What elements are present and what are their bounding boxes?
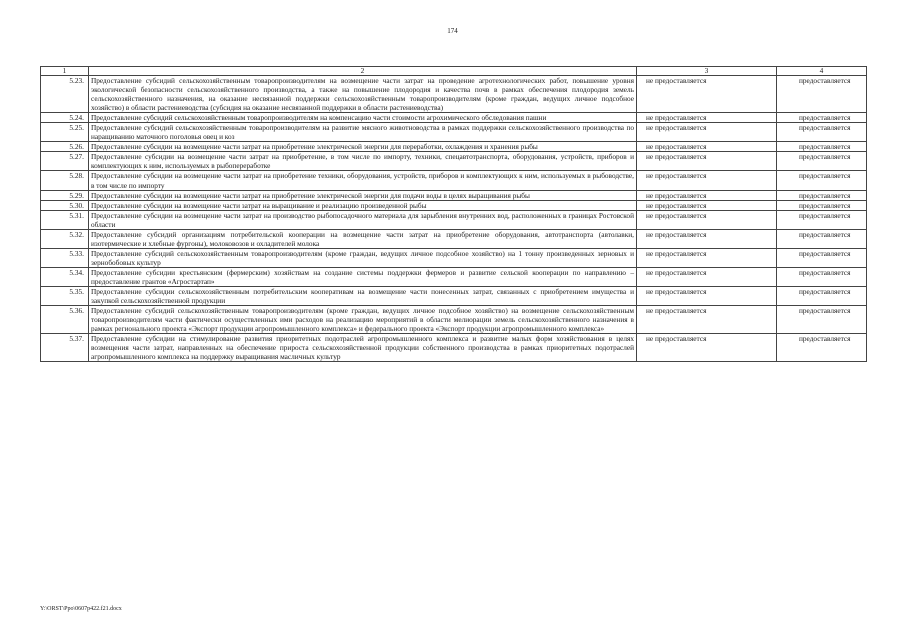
column-header: 3 [637, 67, 777, 76]
column-4-value: предоставляется [777, 190, 867, 200]
table-row [41, 267, 867, 286]
column-4-value: предоставляется [777, 334, 867, 362]
page-number: 174 [447, 27, 458, 35]
column-header: 4 [777, 67, 867, 76]
row-description: Предоставление субсидий сельскохозяйственным товаропроизводителям (кроме граждан, ведущих личное подсобное хозяйство) на 1 тонну произведенных зерновых и зернобобовых культур [89, 248, 637, 267]
column-3-value: не предоставляется [637, 267, 777, 286]
column-3-value: не предоставляется [637, 229, 777, 248]
column-3-value: не предоставляется [637, 210, 777, 229]
row-description: Предоставление субсидии на возмещение части затрат на производство рыбопосадочного материала для зарыбления внутренних вод, расположенных в границах Ростовской области [89, 210, 637, 229]
row-number: 5.35. [41, 287, 89, 306]
column-3-value: не предоставляется [637, 200, 777, 210]
row-description: Предоставление субсидий сельскохозяйственным товаропроизводителям на возмещение части затрат на проведение агротехнологических работ, повышение уровня экологической безопасности сельскохозяйственного производства, а также на повышение плодородия и качества почв в рамках обеспечения плодородия земель сельскохозяйственного назначения, на оказание несвязанной поддержки сельскохозяйственным товаропроизводителям (кроме граждан, ведущих личное подсобное хозяйство) в области растениеводства (субсидия на оказание несвязанной поддержки в области растениеводства) [89, 76, 637, 113]
column-3-value: не предоставляется [637, 152, 777, 171]
column-4-value: предоставляется [777, 142, 867, 152]
column-4-value: предоставляется [777, 229, 867, 248]
column-4-value: предоставляется [777, 210, 867, 229]
table-row [41, 190, 867, 200]
table-row [41, 76, 867, 113]
column-4-value: предоставляется [777, 76, 867, 113]
column-4-value: предоставляется [777, 306, 867, 334]
column-header: 2 [89, 67, 637, 76]
row-number: 5.31. [41, 210, 89, 229]
column-3-value: не предоставляется [637, 113, 777, 123]
row-description: Предоставление субсидий организациям потребительской кооперации на возмещение части затрат на приобретение оборудования, автотранспорта (автолавки, изотермические и хлебные фургоны), молоковозов и охладителей молока [89, 229, 637, 248]
table-row [41, 229, 867, 248]
row-number: 5.25. [41, 123, 89, 142]
table-row [41, 171, 867, 190]
row-number: 5.30. [41, 200, 89, 210]
row-number: 5.24. [41, 113, 89, 123]
column-4-value: предоставляется [777, 248, 867, 267]
file-path-footer: Y:\ORST\Ppo\0607p422.f21.docx [40, 606, 122, 612]
column-3-value: не предоставляется [637, 287, 777, 306]
table-row [41, 123, 867, 142]
row-description: Предоставление субсидии на возмещение части затрат на приобретение электрической энергии для переработки, охлаждения и хранения рыбы [89, 142, 637, 152]
column-4-value: предоставляется [777, 123, 867, 142]
column-3-value: не предоставляется [637, 171, 777, 190]
table-row [41, 306, 867, 334]
row-number: 5.26. [41, 142, 89, 152]
column-4-value: предоставляется [777, 171, 867, 190]
row-description: Предоставление субсидии на возмещение части затрат на выращивание и реализацию произведенной рыбы [89, 200, 637, 210]
row-description: Предоставление субсидии на возмещение части затрат на приобретение, в том числе по импорту, техники, спецавтотранспорта, оборудования, устройств, приборов и комплектующих к ним, используемых в рыбопереработке [89, 152, 637, 171]
row-number: 5.27. [41, 152, 89, 171]
column-3-value: не предоставляется [637, 76, 777, 113]
table-row [41, 210, 867, 229]
column-3-value: не предоставляется [637, 334, 777, 362]
table-row [41, 287, 867, 306]
column-4-value: предоставляется [777, 267, 867, 286]
column-3-value: не предоставляется [637, 306, 777, 334]
table-row [41, 142, 867, 152]
table-row [41, 334, 867, 362]
column-4-value: предоставляется [777, 287, 867, 306]
row-description: Предоставление субсидий сельскохозяйственным товаропроизводителям (кроме граждан, ведущих личное подсобное хозяйство) на возмещение сельскохозяйственным товаропроизводителям части фактически осуществленных ими расходов на реализацию мероприятий в области мелиорации земель сельскохозяйственного назначения в рамках регионального проекта «Экспорт продукции агропромышленного комплекса» и федерального проекта «Экспорт продукции агропромышленного комплекса» [89, 306, 637, 334]
table-row [41, 152, 867, 171]
column-header: 1 [41, 67, 89, 76]
row-description: Предоставление субсидии на стимулирование развития приоритетных подотраслей агропромышленного комплекса и развитие малых форм хозяйствования в целях возмещения части затрат, направленных на обеспечение прироста сельскохозяйственной продукции собственного производства в рамках приоритетных подотраслей агропромышленного комплекса на поддержку выращивания масличных культур [89, 334, 637, 362]
column-4-value: предоставляется [777, 113, 867, 123]
row-number: 5.34. [41, 267, 89, 286]
row-number: 5.28. [41, 171, 89, 190]
column-3-value: не предоставляется [637, 248, 777, 267]
column-4-value: предоставляется [777, 200, 867, 210]
column-4-value: предоставляется [777, 152, 867, 171]
column-3-value: не предоставляется [637, 123, 777, 142]
table-row [41, 248, 867, 267]
column-3-value: не предоставляется [637, 190, 777, 200]
row-number: 5.29. [41, 190, 89, 200]
row-description: Предоставление субсидии крестьянским (фермерским) хозяйствам на создание системы поддержки фермеров и развитие сельской кооперации по направлению – предоставление грантов «Агростартап» [89, 267, 637, 286]
row-description: Предоставление субсидии на возмещение части затрат на приобретение электрической энергии для подачи воды в целях выращивания рыбы [89, 190, 637, 200]
subsidy-table [40, 66, 867, 362]
row-number: 5.36. [41, 306, 89, 334]
row-description: Предоставление субсидий сельскохозяйственным товаропроизводителям на компенсацию части стоимости агрохимического обследования пашни [89, 113, 637, 123]
row-number: 5.32. [41, 229, 89, 248]
row-description: Предоставление субсидии на возмещение части затрат на приобретение техники, оборудования, устройств, приборов и комплектующих к ним, используемых в рыбоводстве, в том числе по импорту [89, 171, 637, 190]
column-3-value: не предоставляется [637, 142, 777, 152]
row-number: 5.33. [41, 248, 89, 267]
row-number: 5.23. [41, 76, 89, 113]
row-description: Предоставление субсидий сельскохозяйственным товаропроизводителям на развитие мясного животноводства в рамках поддержки сельскохозяйственного производства по наращиванию маточного поголовья овец и коз [89, 123, 637, 142]
table-header-row [41, 67, 867, 76]
table-row [41, 113, 867, 123]
row-description: Предоставление субсидии сельскохозяйственным потребительским кооперативам на возмещение части понесенных затрат, связанных с приобретением имущества и закупкой сельскохозяйственной продукции [89, 287, 637, 306]
table-row [41, 200, 867, 210]
row-number: 5.37. [41, 334, 89, 362]
